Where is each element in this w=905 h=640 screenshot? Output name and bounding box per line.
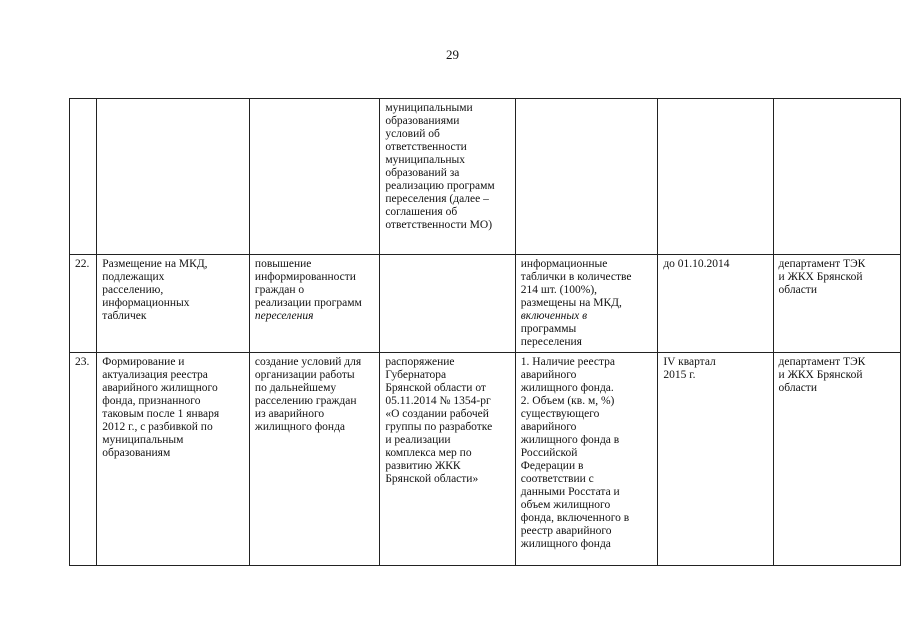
cell-line: существующего (520, 408, 600, 420)
cell-line: и ЖКХ Брянской (778, 369, 863, 381)
deadline-cell (658, 99, 773, 255)
cell-line: организации работы (254, 369, 355, 381)
cell-line: 2012 г., с разбивкой по (102, 421, 213, 433)
cell-line: 2015 г. (663, 369, 696, 381)
cell-line: подлежащих (102, 271, 165, 283)
row-number-cell: 23. (70, 353, 97, 566)
page-number: 29 (446, 47, 459, 62)
document-cell (380, 353, 515, 566)
cell-line: создание условий для (254, 356, 362, 368)
table-row (70, 99, 901, 255)
cell-line: данными Росстата и (520, 486, 620, 498)
cell-line: размещены на МКД, (520, 297, 622, 309)
cell-line: соответствии с (520, 473, 594, 485)
cell-line: жилищного фонда (254, 421, 346, 433)
cell-line: «О создании рабочей (385, 408, 489, 420)
cell-line: актуализация реестра (102, 369, 208, 381)
cell-line: муниципальных (385, 154, 465, 166)
cell-line: включенных в (520, 310, 588, 322)
cell-line: Брянской области» (385, 473, 479, 485)
cell-line: муниципальными (385, 102, 473, 114)
cell-line: департамент ТЭК (778, 356, 866, 368)
activity-cell (97, 255, 250, 353)
cell-line: жилищного фонда в (520, 434, 620, 446)
cell-line: комплекса мер по (385, 447, 472, 459)
cell-line: распоряжение (385, 356, 455, 368)
indicator-cell (515, 99, 658, 255)
cell-line: фонда, включенного в (520, 512, 630, 524)
cell-line: жилищного фонда. (520, 382, 614, 394)
cell-line: развитию ЖКК (385, 460, 461, 472)
cell-line: IV квартал (663, 356, 716, 368)
cell-line: Формирование и (102, 356, 185, 368)
cell-line: области (778, 284, 817, 296)
cell-line: муниципальным (102, 434, 184, 446)
table-row (70, 255, 901, 353)
cell-line: 1. Наличие реестра (520, 356, 615, 368)
table-row (70, 353, 901, 566)
cell-line: таковым после 1 января (102, 408, 220, 420)
cell-line: информированности (254, 271, 356, 283)
plan-table (69, 98, 901, 566)
cell-line: 05.11.2014 № 1354-рг (385, 395, 491, 407)
indicator-cell (515, 255, 658, 353)
cell-line: из аварийного (254, 408, 325, 420)
cell-line: Федерации в (520, 460, 584, 472)
cell-line: и реализации (385, 434, 451, 446)
cell-line: ответственности МО) (385, 219, 493, 231)
cell-line: жилищного фонда (520, 538, 611, 550)
cell-line: расселению граждан (254, 395, 357, 407)
cell-line: реализации программ (254, 297, 362, 309)
cell-line: по дальнейшему (254, 382, 337, 394)
row-number-cell: 22. (70, 255, 97, 353)
cell-line: Губернатора (385, 369, 447, 381)
cell-line: условий об (385, 128, 440, 140)
cell-line: образованиям (102, 447, 171, 459)
deadline-cell (658, 353, 773, 566)
cell-line: переселения (далее – (385, 193, 489, 205)
cell-line: переселения (254, 310, 314, 322)
goal-cell (249, 255, 379, 353)
cell-line: информационные (520, 258, 608, 270)
cell-line: 214 шт. (100%), (520, 284, 598, 296)
cell-line: аварийного жилищного (102, 382, 218, 394)
cell-line: группы по разработке (385, 421, 493, 433)
cell-line: программы (520, 323, 577, 335)
cell-line: образованиями (385, 115, 460, 127)
deadline-cell (658, 255, 773, 353)
cell-line: реестр аварийного (520, 525, 612, 537)
cell-line: ответственности (385, 141, 467, 153)
responsible-cell (773, 353, 900, 566)
cell-line: фонда, признанного (102, 395, 201, 407)
cell-line: переселения (520, 336, 582, 348)
cell-line: аварийного (520, 421, 577, 433)
indicator-cell (515, 353, 658, 566)
cell-line: граждан о (254, 284, 305, 296)
cell-line: образований за (385, 167, 460, 179)
cell-line: табличек (102, 310, 147, 322)
cell-line: до 01.10.2014 (663, 258, 730, 270)
cell-line: Брянской области от (385, 382, 486, 394)
cell-line: области (778, 382, 817, 394)
responsible-cell (773, 255, 900, 353)
row-number-cell (70, 99, 97, 255)
cell-line: повышение (254, 258, 312, 270)
cell-line: и ЖКХ Брянской (778, 271, 863, 283)
cell-line: Российской (520, 447, 578, 459)
cell-line: таблички в количестве (520, 271, 632, 283)
cell-line: 2. Объем (кв. м, %) (520, 395, 615, 407)
goal-cell (249, 353, 379, 566)
document-cell (380, 99, 515, 255)
cell-line: Размещение на МКД, (102, 258, 208, 270)
cell-line: соглашения об (385, 206, 458, 218)
responsible-cell (773, 99, 900, 255)
cell-line: информационных (102, 297, 190, 309)
cell-line: расселению, (102, 284, 164, 296)
cell-line: аварийного (520, 369, 577, 381)
cell-line: реализацию программ (385, 180, 495, 192)
document-cell (380, 255, 515, 353)
cell-line: департамент ТЭК (778, 258, 866, 270)
cell-line: объем жилищного (520, 499, 611, 511)
activity-cell (97, 99, 250, 255)
activity-cell (97, 353, 250, 566)
goal-cell (249, 99, 379, 255)
